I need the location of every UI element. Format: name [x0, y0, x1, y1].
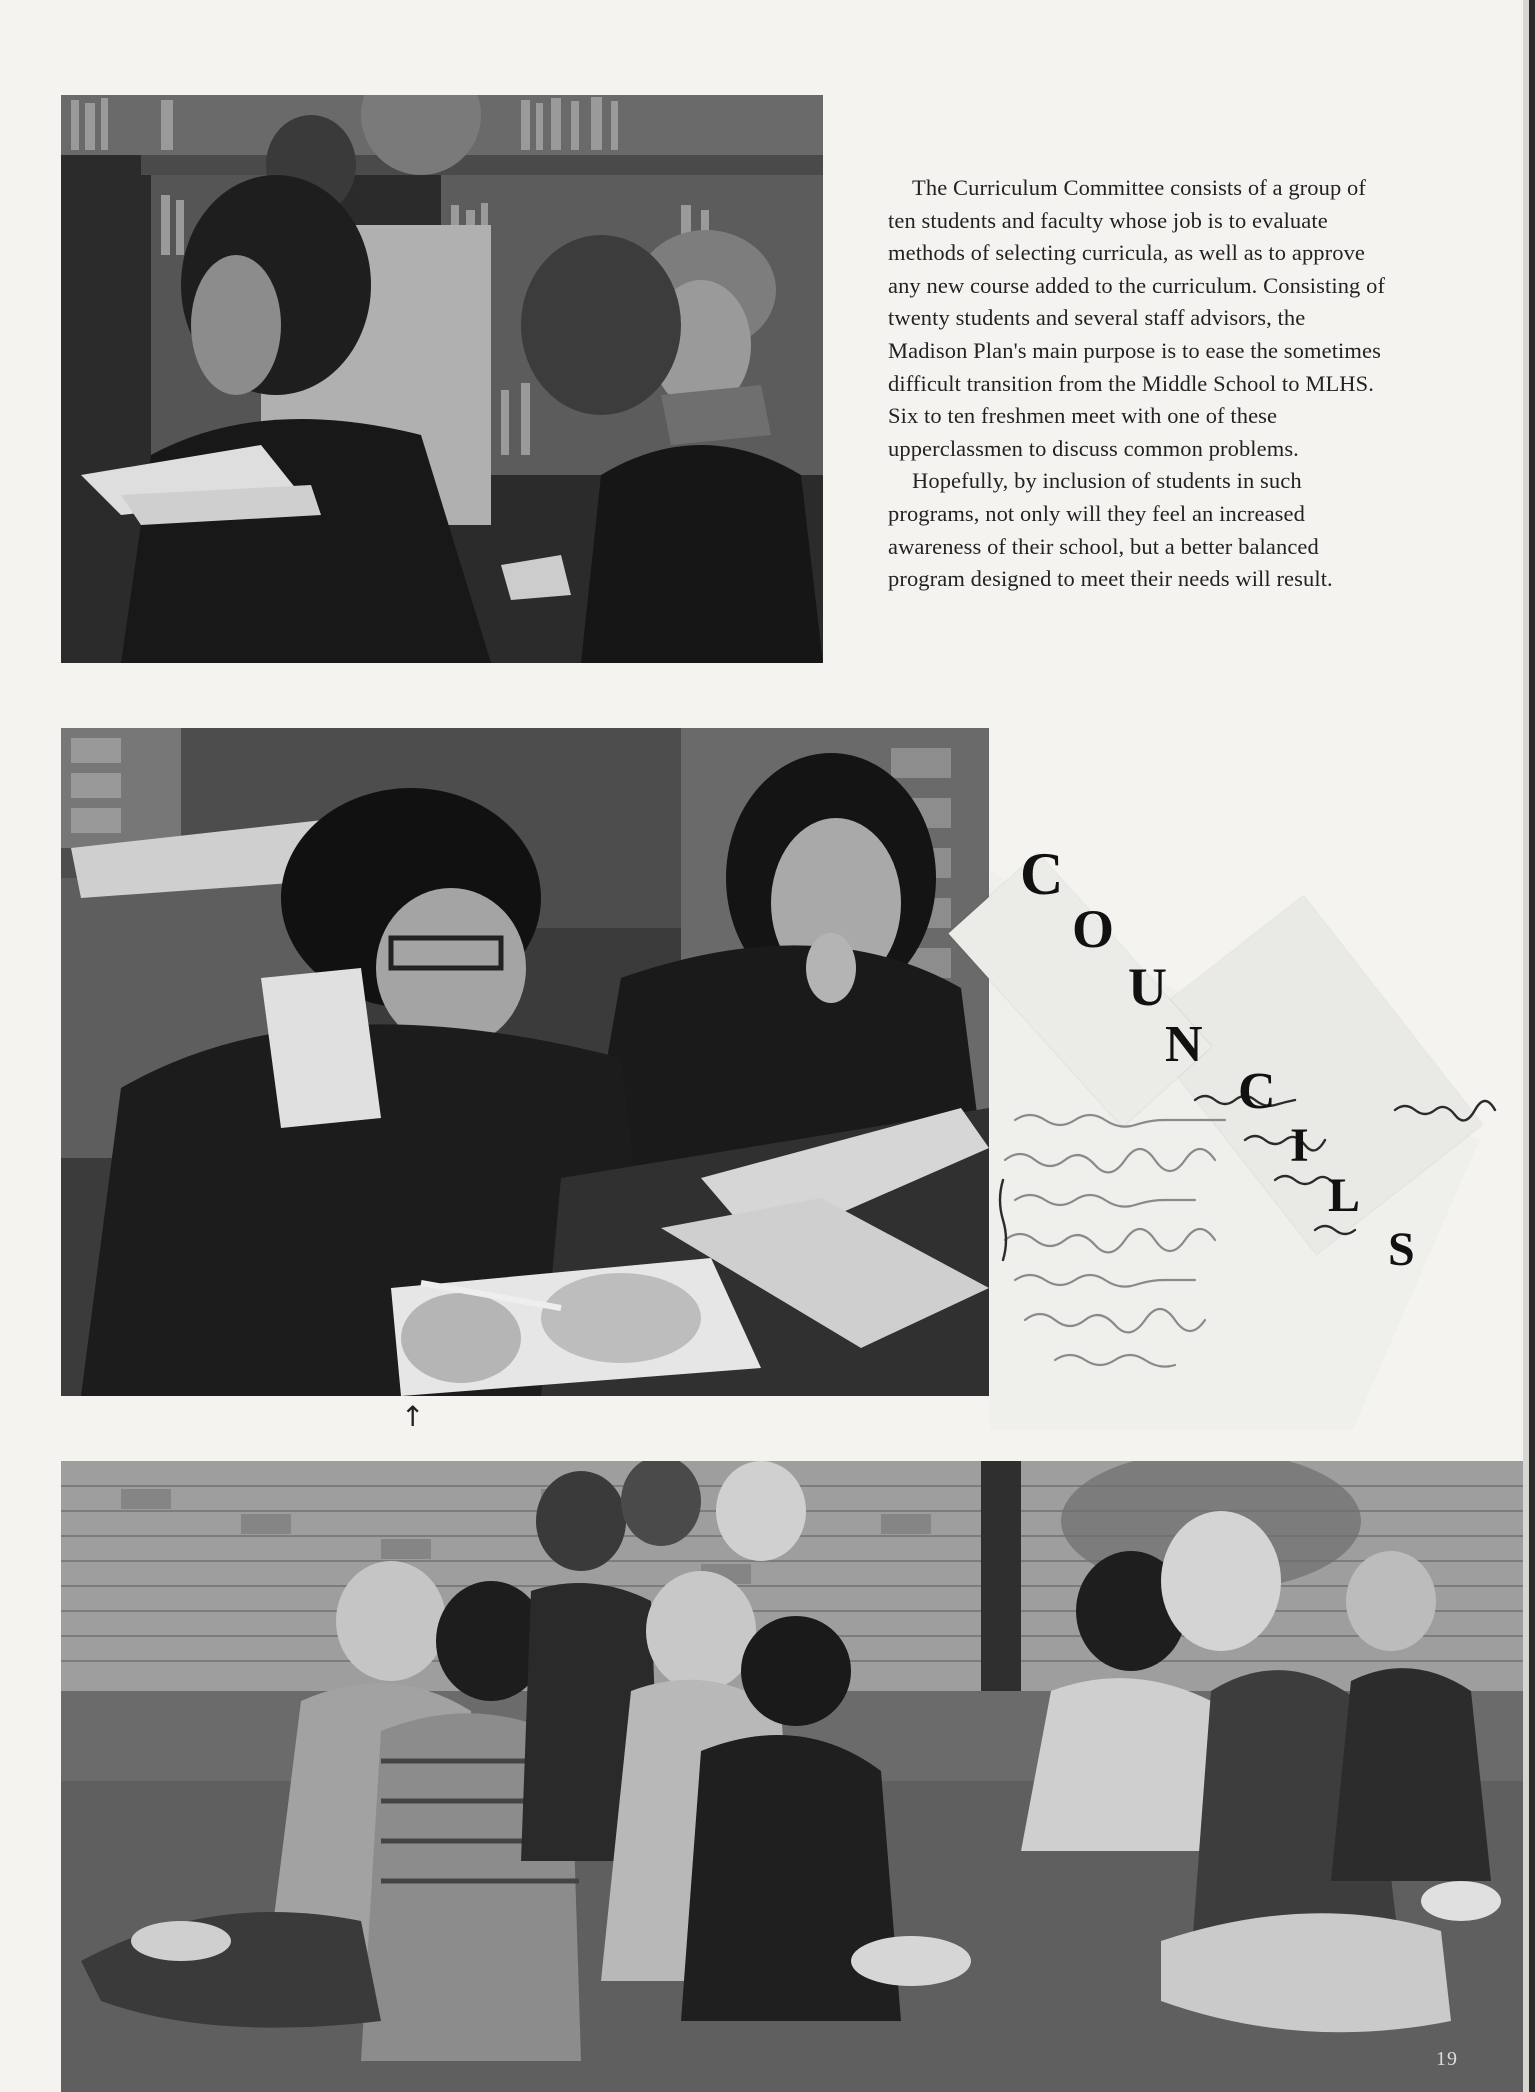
- heading-letter: C: [1020, 841, 1064, 907]
- article-paragraph: Hopefully, by inclusion of students in such programs, not only will they feel an increased awareness of their school, but a better balanced program designed to meet their needs will result.: [888, 468, 1333, 592]
- arrow-annotation: ↑: [401, 1400, 425, 1433]
- handwritten-note: [995, 1080, 1515, 1420]
- heading-letter: I: [1290, 1119, 1309, 1172]
- binding-gutter: [1529, 0, 1535, 2092]
- article-paragraph: The Curriculum Committee consists of a group of ten students and faculty whose job is to evaluate methods of selecting curricula, as well as to approve any new course added to the curriculum. Consisting of twenty students and several staff advisors, the Madison Plan's main purpose is to ease the sometimes difficult transition from the Middle School to MLHS. Six to ten freshmen meet with one of these upperclassmen to discuss common problems.: [888, 175, 1386, 461]
- heading-letter: S: [1388, 1223, 1415, 1276]
- heading-letter: C: [1238, 1063, 1276, 1120]
- article-text: [888, 172, 1388, 596]
- heading-letter: U: [1128, 957, 1167, 1017]
- page-number: 19: [1436, 2048, 1458, 2070]
- heading-letter: O: [1072, 899, 1115, 959]
- student-advisor-photo: [61, 728, 989, 1396]
- students-on-lawn-photo: [61, 1461, 1529, 2092]
- heading-letter: N: [1165, 1016, 1203, 1073]
- heading-letter: L: [1328, 1169, 1361, 1222]
- committee-meeting-photo: [61, 95, 823, 663]
